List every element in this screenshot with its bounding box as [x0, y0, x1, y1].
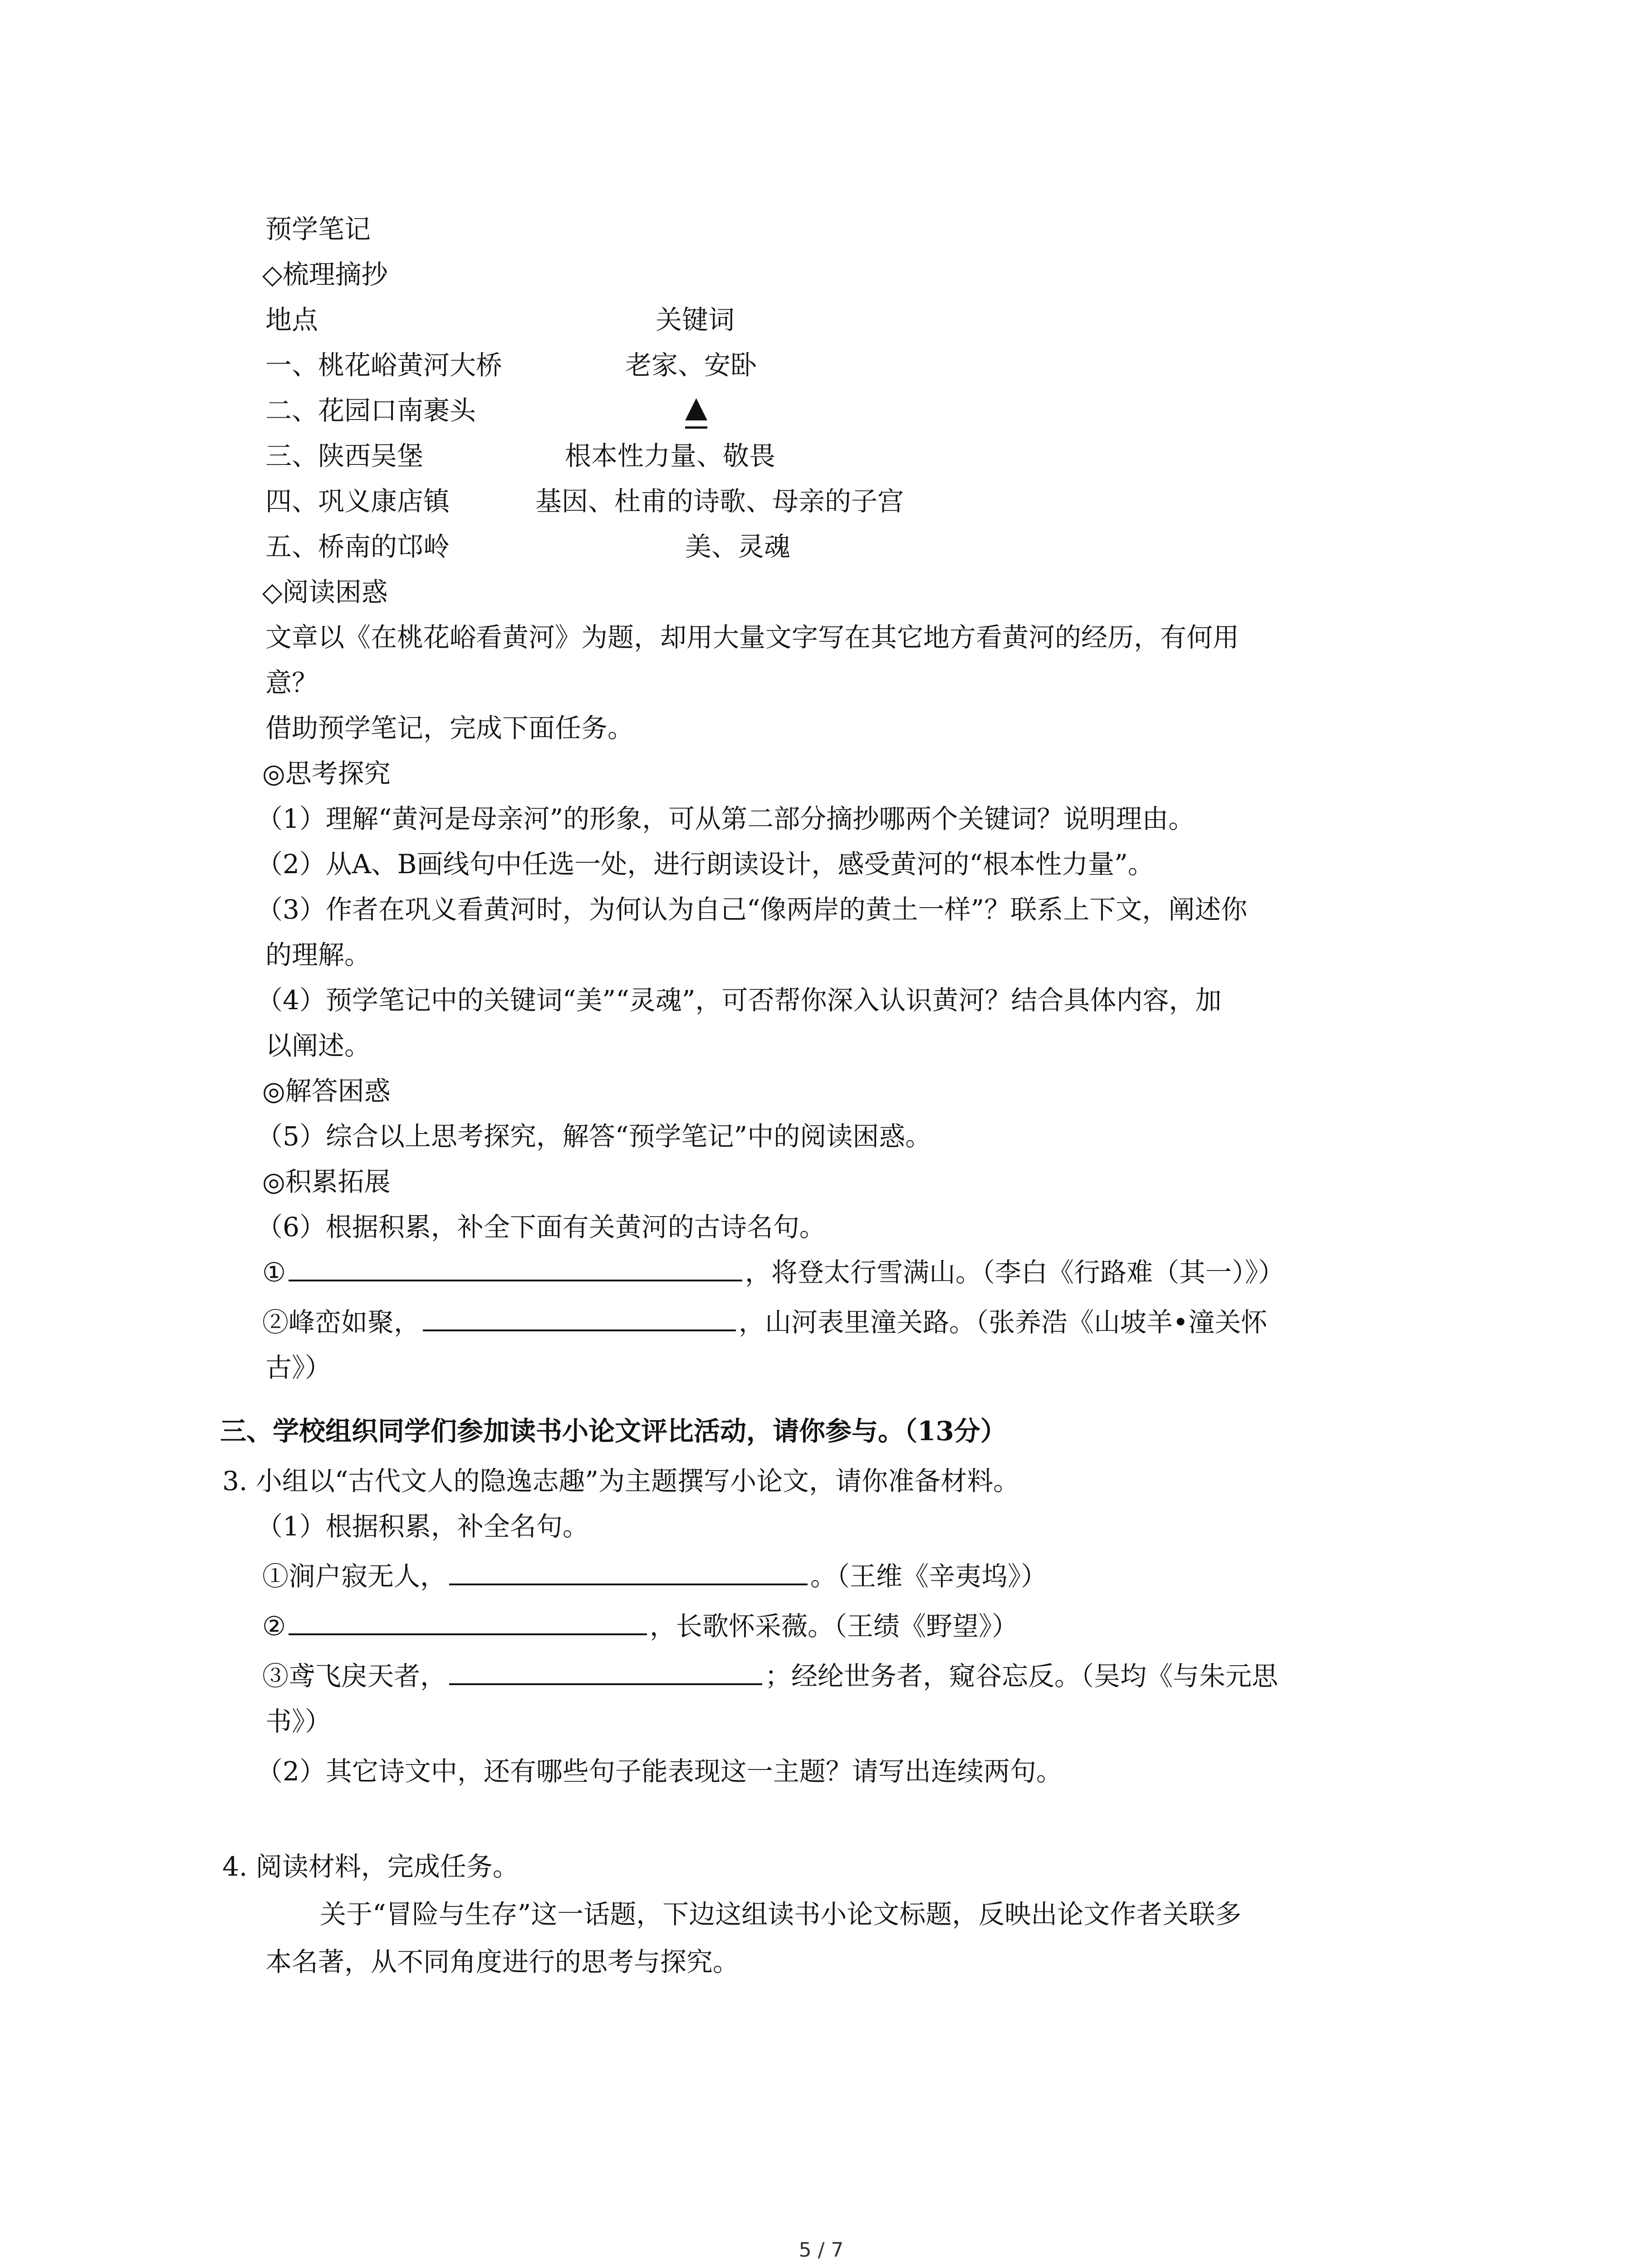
section-confusion: ◇阅读困惑 [262, 577, 388, 607]
question-4: 以阐述。 [265, 1030, 371, 1061]
row-place: 三、陕西吴堡 [265, 440, 424, 471]
fill-suffix: ，长歌怀采薇。（王绩《野望》） [650, 1611, 1019, 1642]
confusion-text: 文章以《在桃花峪看黄河》为题，却用大量文字写在其它地方看黄河的经历，有何用 [265, 622, 1239, 653]
fill-line [262, 1254, 1284, 1290]
notes-title: 预学笔记 [265, 214, 371, 244]
task-intro: 借助预学笔记，完成下面任务。 [265, 713, 634, 743]
row-keyword: 美、灵魂 [685, 531, 791, 562]
question-5: （5）综合以上思考探究，解答“预学笔记”中的阅读困惑。 [256, 1121, 932, 1152]
page-number: 5 / 7 [798, 2239, 844, 2262]
answer-heading: ◎解答困惑 [262, 1075, 391, 1106]
paragraph-text: 本名著，从不同角度进行的思考与探究。 [265, 1946, 740, 1977]
col-place: 地点 [265, 304, 318, 335]
fill-suffix: ；经纶世务者，窥谷忘反。（吴均《与朱元思 [765, 1661, 1279, 1691]
answer-blank[interactable] [289, 1254, 742, 1281]
question-4: （4）预学笔记中的关键词“美”“灵魂”，可否帮你深入认识黄河？结合具体内容，加 [256, 985, 1222, 1016]
answer-blank[interactable] [289, 1608, 647, 1635]
question-3-intro: 3. 小组以“古代文人的隐逸志趣”为主题撰写小论文，请你准备材料。 [222, 1466, 1020, 1496]
fill-line [262, 1658, 1278, 1694]
fill-line-cont: 书》） [265, 1706, 332, 1737]
fill-suffix: ，将登太行雪满山。（李白《行路难（其一）》） [745, 1257, 1285, 1288]
fill-line [262, 1304, 1267, 1340]
fill-prefix: ②峰峦如聚， [262, 1307, 421, 1338]
question-3: 的理解。 [265, 939, 371, 970]
row-place: 四、巩义康店镇 [265, 486, 450, 517]
row-keyword: 老家、安卧 [625, 350, 757, 381]
row-keyword: 基因、杜甫的诗歌、母亲的子宫 [535, 486, 904, 517]
section-sort: ◇梳理摘抄 [262, 259, 388, 290]
explore-heading: ◎思考探究 [262, 758, 391, 789]
fill-line [262, 1558, 1047, 1594]
fill-line [262, 1608, 1018, 1644]
row-place: 五、桥南的邙岭 [265, 531, 450, 562]
triangle-marker [685, 389, 707, 429]
fill-line-cont: 古》） [265, 1352, 332, 1383]
question-3-2: （2）其它诗文中，还有哪些句子能表现这一主题？请写出连续两句。 [256, 1756, 1063, 1787]
question-6: （6）根据积累，补全下面有关黄河的古诗名句。 [256, 1212, 826, 1242]
fill-prefix: ③鸢飞戾天者， [262, 1661, 447, 1691]
col-keyword: 关键词 [656, 304, 735, 335]
extend-heading: ◎积累拓展 [262, 1166, 391, 1197]
fill-prefix: ② [262, 1611, 286, 1642]
row-place: 二、花园口南裹头 [265, 395, 476, 426]
fill-prefix: ①涧户寂无人， [262, 1561, 447, 1592]
question-3-1: （1）根据积累，补全名句。 [256, 1511, 589, 1542]
paragraph-text: 关于“冒险与生存”这一话题，下边这组读书小论文标题，反映出论文作者关联多 [320, 1899, 1242, 1930]
triangle-icon: ▲ [685, 389, 707, 429]
answer-blank[interactable] [449, 1558, 808, 1585]
part3-heading: 三、学校组织同学们参加读书小论文评比活动，请你参与。（13分） [220, 1416, 1007, 1447]
question-3: （3）作者在巩义看黄河时，为何认为自己“像两岸的黄土一样”？联系上下文，阐述你 [256, 894, 1248, 925]
fill-prefix: ① [262, 1257, 286, 1288]
question-2: （2）从A、B画线句中任选一处，进行朗读设计，感受黄河的“根本性力量”。 [256, 849, 1154, 880]
question-1: （1）理解“黄河是母亲河”的形象，可从第二部分摘抄哪两个关键词？说明理由。 [256, 803, 1195, 834]
fill-suffix: 。（王维《辛夷坞》） [810, 1561, 1048, 1592]
confusion-text: 意？ [265, 667, 318, 698]
row-place: 一、桃花峪黄河大桥 [265, 350, 503, 381]
row-keyword: 根本性力量、敬畏 [565, 440, 776, 471]
fill-suffix: ，山河表里潼关路。（张养浩《山坡羊•潼关怀 [739, 1307, 1268, 1338]
answer-blank[interactable] [423, 1304, 736, 1331]
answer-blank[interactable] [449, 1658, 762, 1685]
question-4-intro: 4. 阅读材料，完成任务。 [222, 1851, 519, 1882]
